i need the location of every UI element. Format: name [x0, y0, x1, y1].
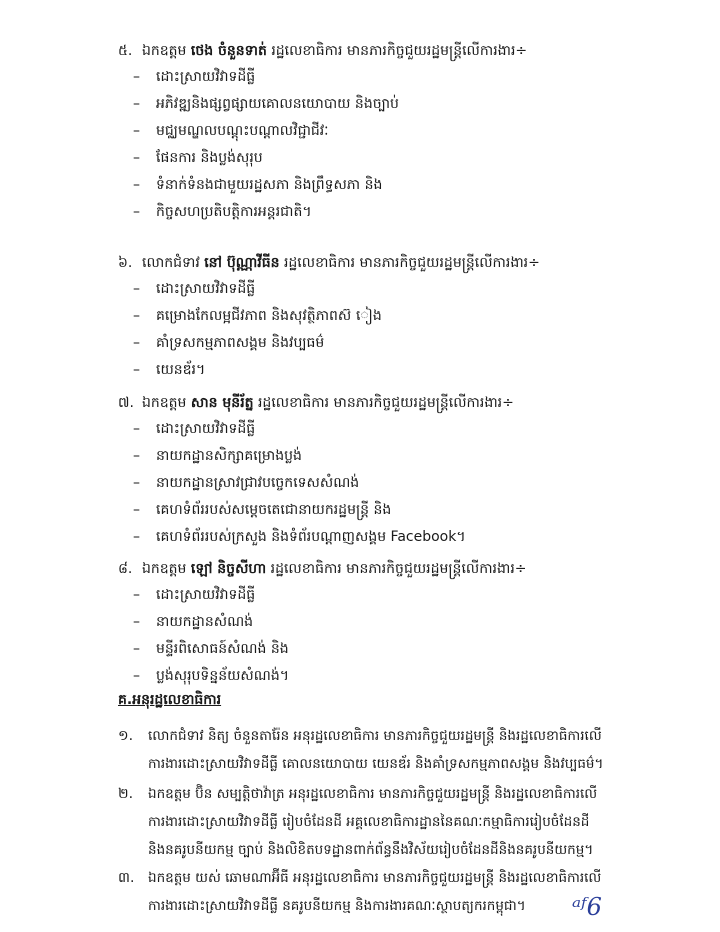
paragraph-line: ការងារដោះស្រាយវិវាទដីធ្លី រៀបចំដែនដី អគ្គលេខាធិការដ្ឋាននៃគណៈកម្មាធិការរៀបចំដែនដី [148, 814, 590, 830]
list-item: – គេហទំព័ររបស់សម្ដេចតេជោនាយករដ្ឋមន្ត្រី និង [133, 502, 392, 518]
paragraph-line: ការងារដោះស្រាយវិវាទដីធ្លី គោលនយោបាយ យេនឌ័រ និងគាំទ្រសកម្មភាពសង្គម និងវប្បធម៌។ [148, 756, 604, 772]
paragraph-line: ឯកឧត្តម ប៊ិន សម្បត្តិថាវ៉ាត្រ អនុរដ្ឋលេខាធិការ មានភារកិច្ចជួយរដ្ឋមន្ត្រី និងរដ្ឋលេខាធិការលើ [148, 786, 598, 802]
section-8 [0, 556, 720, 690]
paragraph-line: ការងារដោះស្រាយវិវាទដីធ្លី នគរូបនីយកម្ម និងការងារគណៈស្ថាបត្យករកម្ពុជា។ [148, 898, 526, 914]
list-item: – ដោះស្រាយវិវាទដីធ្លី [133, 421, 256, 437]
list-item: – នាយកដ្ឋានសំណង់ [133, 614, 254, 630]
section-heading [0, 250, 720, 276]
section-7 [0, 390, 720, 551]
list-item: – ទំនាក់ទំនងជាមួយរដ្ឋសភា និងព្រឹទ្ធសភា និង [133, 177, 383, 193]
section-6 [0, 250, 720, 384]
list-item: – ប្លង់សុរុបទិន្នន័យសំណង់។ [133, 668, 289, 684]
official-role: រដ្ឋលេខាធិការ មានភារកិច្ចជួយរដ្ឋមន្ត្រីលើការងារ÷ [257, 395, 514, 411]
paragraph-line: លោកជំទាវ និត្យ ចំនួនតារ៉ែន អនុរដ្ឋលេខាធិការ មានភារកិច្ចជួយរដ្ឋមន្ត្រី និងរដ្ឋលេខាធិការលើ [148, 728, 602, 744]
list-item: – ផែនការ និងប្លង់សុរុប [133, 150, 263, 166]
section-number: ៥. [118, 43, 133, 59]
official-name: ឡៅ និច្ចសីហា [190, 561, 267, 577]
section-5 [0, 38, 720, 226]
official-title: ឯកឧត្តម [142, 395, 187, 411]
official-name: នៅ ប៊ុណ្ណាវីធីន [204, 255, 280, 271]
section-heading [0, 390, 720, 416]
section-heading [0, 38, 720, 64]
list-item: – មន្ទីរពិសោធន៍សំណង់ និង [133, 641, 289, 657]
section-number: ៨. [118, 561, 133, 577]
list-item: – យេនឌ័រ។ [133, 362, 206, 378]
deputy-secretaries-heading: គ.អនុរដ្ឋលេខាធិការ [118, 692, 222, 708]
paragraph-line: និងនគរូបនីយកម្ម ច្បាប់ និងលិខិតបទដ្ឋានពាក់ព័ន្ធនឹងវិស័យរៀបចំដែនដីនិងនគរូបនីយកម្ម។ [148, 842, 594, 858]
list-item: – នាយកដ្ឋានស្រាវជ្រាវបច្ចេកទេសសំណង់ [133, 475, 360, 491]
official-name: ថេង ចំនួនទាត់ [190, 43, 267, 59]
section-number: ៧. [118, 395, 134, 411]
list-item: – អភិវឌ្ឍនិងផ្សព្វផ្សាយគោលនយោបាយ និងច្បាប់ [133, 96, 399, 112]
list-item: – ដោះស្រាយវិវាទដីធ្លី [133, 281, 256, 297]
list-item: – ដោះស្រាយវិវាទដីធ្លី [133, 587, 256, 603]
deputy-number: ១. [118, 728, 134, 744]
list-item: – គាំទ្រសកម្មភាពសង្គម និងវប្បធម៌ [133, 335, 325, 351]
official-role: រដ្ឋលេខាធិការ មានភារកិច្ចជួយរដ្ឋមន្ត្រីលើការងារ÷ [270, 561, 527, 577]
deputy-number: ៣. [118, 870, 135, 886]
official-title: លោកជំទាវ [142, 255, 200, 271]
handwritten-initials: ᵃᶠ6 [572, 893, 602, 921]
section-number: ៦. [118, 255, 133, 271]
list-item: – គម្រោងកែលម្អជីវភាព និងសុវត្ថិភាពស៊ ៀង [133, 308, 382, 324]
official-role: រដ្ឋលេខាធិការ មានភារកិច្ចជួយរដ្ឋមន្ត្រីលើការងារ÷ [283, 255, 540, 271]
list-item: – នាយកដ្ឋានសិក្សាគម្រោងប្លង់ [133, 448, 302, 464]
paragraph-line: ឯកឧត្តម យស់ ឆោមណាអ៊ីធី អនុរដ្ឋលេខាធិការ មានភារកិច្ចជួយរដ្ឋមន្ត្រី និងរដ្ឋលេខាធិការលើ [148, 870, 602, 886]
list-item: – ដោះស្រាយវិវាទដីធ្លី [133, 69, 256, 85]
official-title: ឯកឧត្តម [142, 43, 187, 59]
list-item: – មជ្ឈមណ្ឌលបណ្ដុះបណ្ដាលវិជ្ជាជីវៈ [133, 123, 329, 139]
list-item: – កិច្ចសហប្រតិបត្តិការអន្តរជាតិ។ [133, 204, 312, 220]
section-heading [0, 556, 720, 582]
list-item: – គេហទំព័ររបស់ក្រសួង និងទំព័របណ្ដាញសង្គម Facebook។ [133, 529, 466, 545]
deputy-number: ២. [118, 786, 134, 802]
official-name: សាន មុនីរ័ត្ន [190, 395, 254, 411]
official-title: ឯកឧត្តម [142, 561, 187, 577]
official-role: រដ្ឋលេខាធិការ មានភារកិច្ចជួយរដ្ឋមន្ត្រីលើការងារ÷ [271, 43, 528, 59]
